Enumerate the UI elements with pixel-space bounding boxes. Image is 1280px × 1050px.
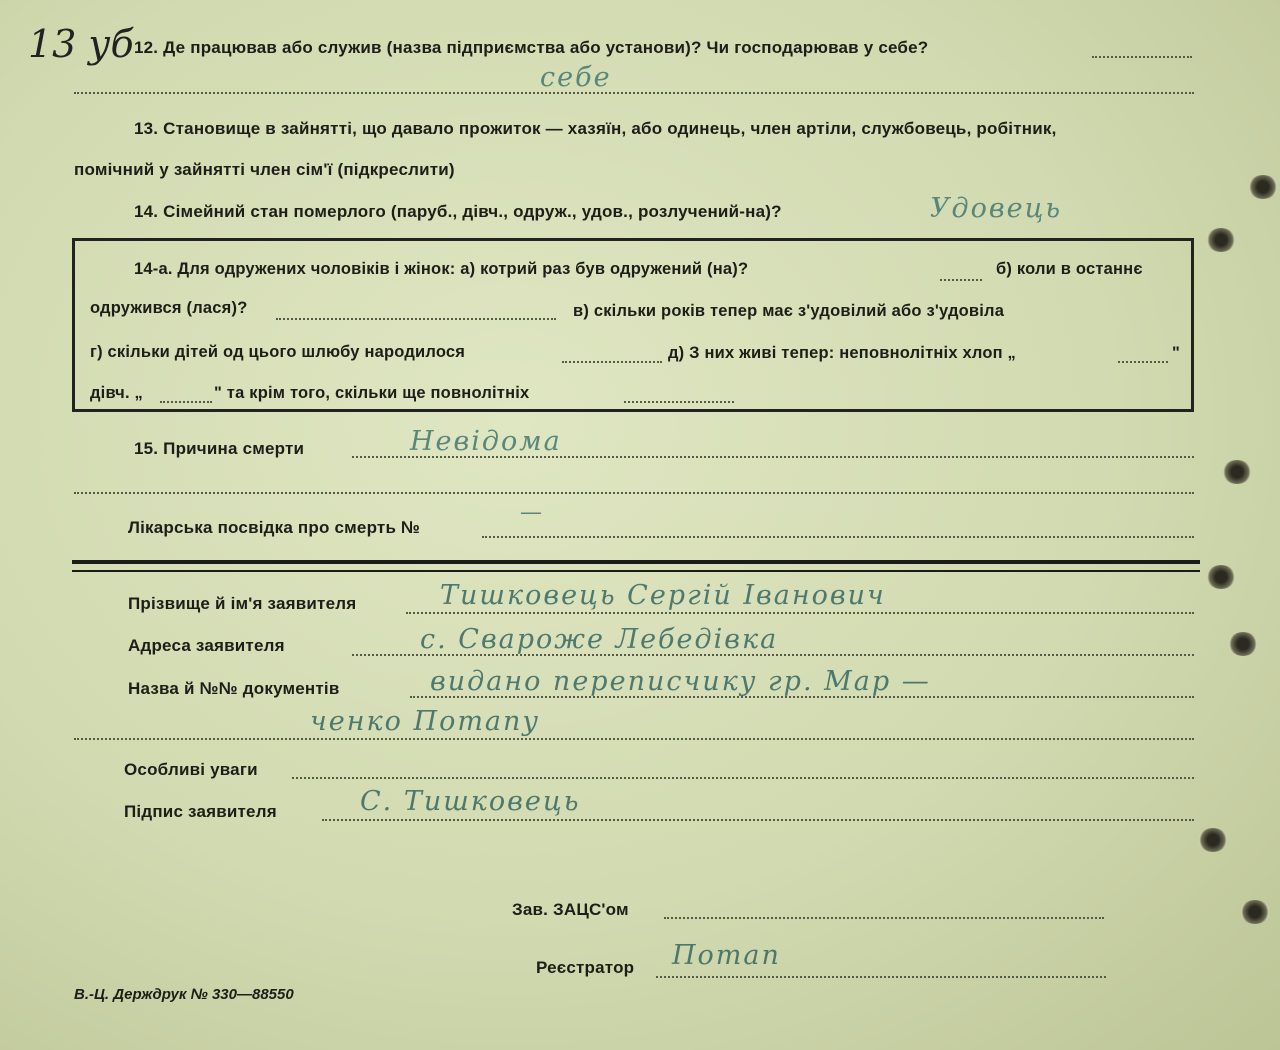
q12-label: 12. Де працював або служив (назва підприємства або установи)? Чи господарював у себе? xyxy=(134,38,929,57)
q14-answer: Удовець xyxy=(930,193,1063,224)
applicant-address-label: Адреса заявителя xyxy=(128,636,285,655)
applicant-name-dots xyxy=(406,612,1194,614)
q14a-line3-dots-b xyxy=(1118,361,1168,363)
punch-hole xyxy=(1222,460,1252,484)
q14a-line1-dots xyxy=(940,279,982,281)
certificate-answer: — xyxy=(520,500,544,525)
q14-label: 14. Сімейний стан померлого (паруб., дівч., одруж., удов., розлучений-на)? xyxy=(134,202,782,221)
applicant-docs-label: Назва й №№ документів xyxy=(128,679,340,698)
separator-rule-thin xyxy=(72,570,1200,572)
q14a-line4-b: " та крім того, скільки ще повнолітніх xyxy=(214,384,530,402)
corner-note: 13 уб xyxy=(28,22,134,66)
q14a-line2-dots xyxy=(276,318,556,320)
punch-hole xyxy=(1228,632,1258,656)
q14a-line4-dots-a xyxy=(160,401,212,403)
q14a-line2-a: одружився (лася)? xyxy=(90,299,248,317)
applicant-signature: С. Тишковець xyxy=(360,786,581,817)
punch-hole xyxy=(1240,900,1270,924)
punch-hole xyxy=(1198,828,1228,852)
certificate-label: Лікарська посвідка про смерть № xyxy=(128,518,421,537)
applicant-docs-value-1: видано переписчику гр. Мар — xyxy=(430,666,931,697)
registrar-signature: Потап xyxy=(672,940,781,971)
head-dots xyxy=(664,917,1104,919)
q13-label-line1: 13. Становище в зайнятті, що давало прожиток — хазяїн, або одинець, член артіли, службовець, робітник, xyxy=(134,119,1057,138)
punch-hole xyxy=(1248,175,1278,199)
q12-dots-b xyxy=(74,92,1194,94)
applicant-sign-label: Підпис заявителя xyxy=(124,802,277,821)
q12-dots-a xyxy=(1092,56,1192,58)
head-label: Зав. ЗАЦС'ом xyxy=(512,900,629,919)
punch-hole xyxy=(1206,228,1236,252)
q15-label: 15. Причина смерти xyxy=(134,439,305,458)
q14a-line4-dots-b xyxy=(624,401,734,403)
punch-hole xyxy=(1206,565,1236,589)
q14a-line1-a: 14-а. Для одружених чоловіків і жінок: а) котрий раз був одружений (на)? xyxy=(134,260,749,278)
applicant-name-value: Тишковець Сергій Іванович xyxy=(440,580,886,611)
q15-dots-b xyxy=(74,492,1194,494)
registrar-dots xyxy=(656,976,1106,978)
applicant-docs-dots-b xyxy=(74,738,1194,740)
printer-imprint: В.-Ц. Держдрук № 330—88550 xyxy=(74,986,294,1003)
q15-answer: Невідома xyxy=(410,426,562,457)
q14a-line3-a: г) скільки дітей од цього шлюбу народилося xyxy=(90,343,466,361)
applicant-sign-dots xyxy=(322,819,1194,821)
q14a-line4-a: дівч. „ xyxy=(90,384,143,402)
separator-rule-thick xyxy=(72,560,1200,564)
applicant-docs-value-2: ченко Потапу xyxy=(310,706,541,737)
q14a-line3-b: д) З них живі тепер: неповнолітніх хлоп „ xyxy=(668,344,1016,362)
registrar-label: Реєстратор xyxy=(536,958,635,977)
applicant-address-value: с. Свароже Лебедівка xyxy=(420,624,779,655)
q14a-line3-dots-a xyxy=(562,361,662,363)
q14a-line3-c: " xyxy=(1172,344,1181,362)
applicant-notes-label: Особливі уваги xyxy=(124,760,258,779)
q14a-line2-b: в) скільки років тепер має з'удовілий або з'удовіла xyxy=(573,302,1005,320)
applicant-name-label: Прізвище й ім'я заявителя xyxy=(128,594,357,613)
q13-label-line2: помічний у зайнятті член сім'ї (підкреслити) xyxy=(74,160,455,179)
q12-answer: себе xyxy=(540,62,612,93)
applicant-notes-dots xyxy=(292,777,1194,779)
certificate-dots xyxy=(482,536,1194,538)
q14a-line1-b: б) коли в останнє xyxy=(996,260,1143,278)
